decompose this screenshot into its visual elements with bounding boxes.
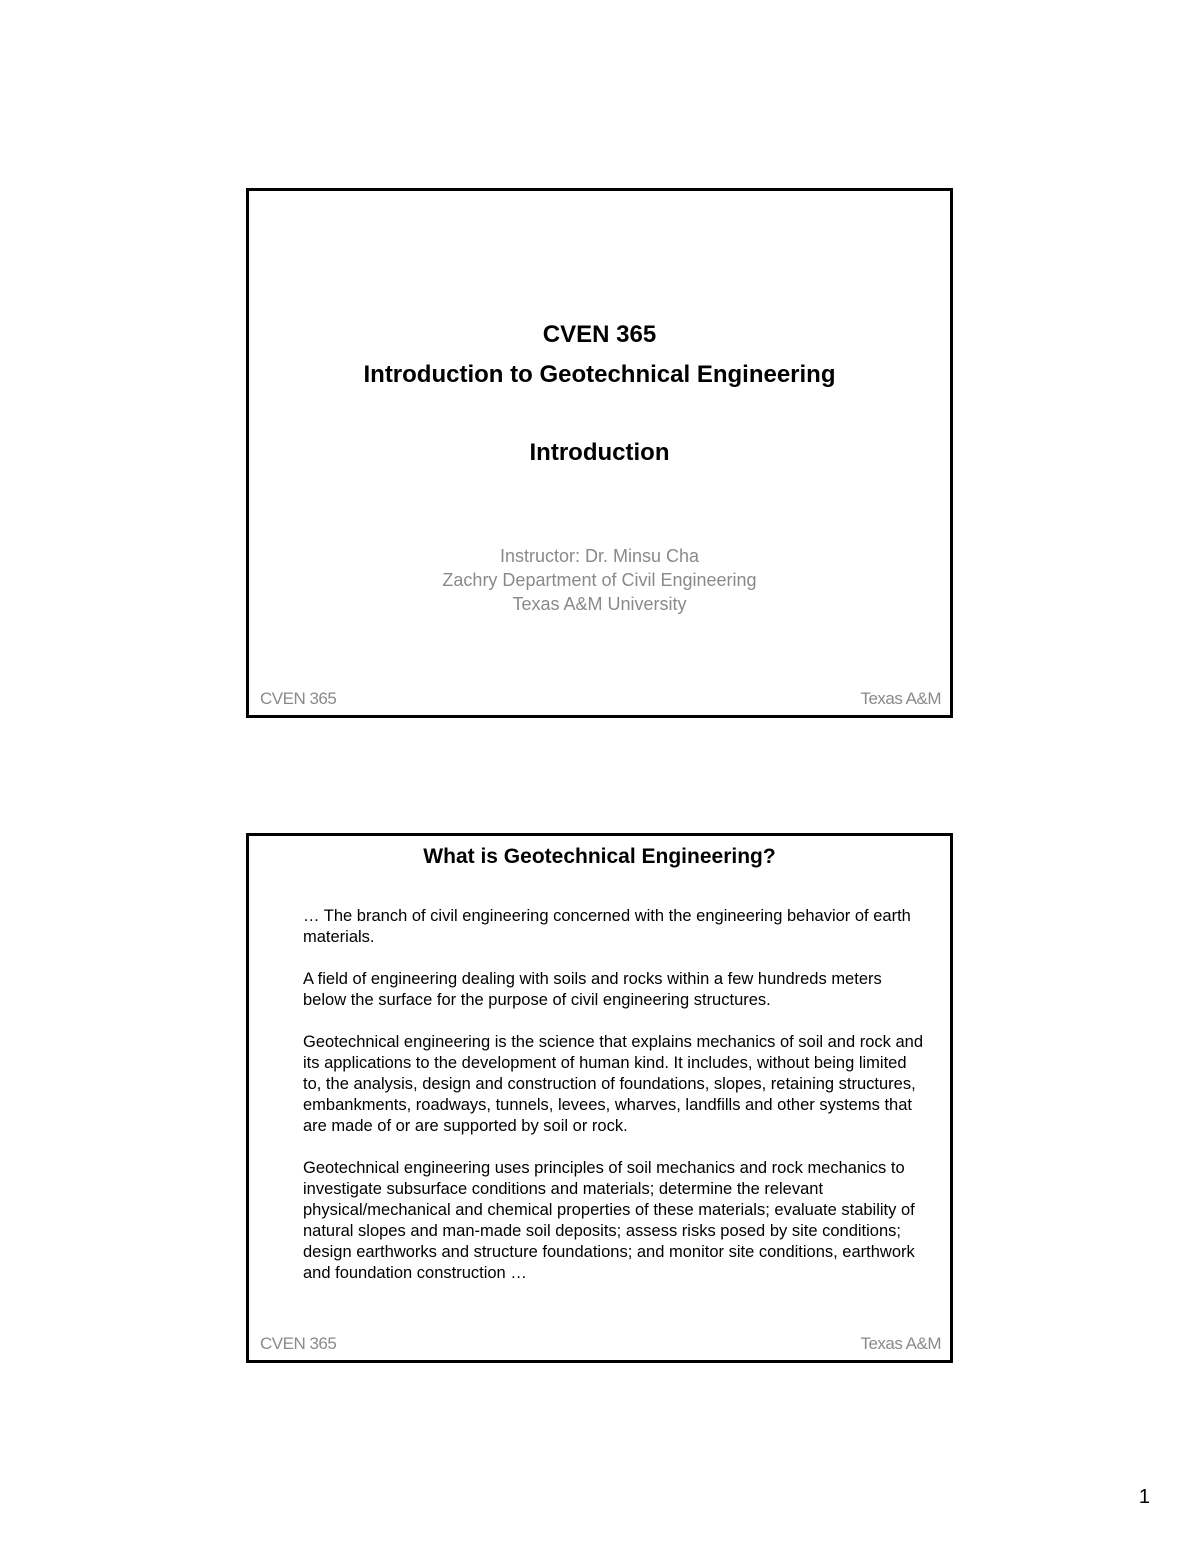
slide2-heading: What is Geotechnical Engineering? bbox=[423, 845, 776, 868]
course-title: Introduction to Geotechnical Engineering bbox=[363, 361, 836, 388]
university-name: Texas A&M University bbox=[512, 594, 687, 614]
page-number: 1 bbox=[1138, 1486, 1150, 1508]
department-name: Zachry Department of Civil Engineering bbox=[442, 570, 757, 590]
slide1-footer-left: CVEN 365 bbox=[260, 689, 337, 708]
course-code: CVEN 365 bbox=[542, 321, 657, 348]
instructor-name: Instructor: Dr. Minsu Cha bbox=[499, 546, 700, 566]
slide2-footer-left: CVEN 365 bbox=[260, 1334, 337, 1353]
slide1-footer-right: Texas A&M bbox=[860, 689, 941, 708]
lecture-title: Introduction bbox=[529, 439, 670, 466]
slide-definition bbox=[246, 833, 953, 1363]
definition-paragraph: Geotechnical engineering is the science that explains mechanics of soil and rock and its applications to the development of human kind. It includes, without being limited to, the analysis, design and construction of foundations, slopes, retaining structures, embankments, roadways, tunnels, levees, wharves, landfills and other systems that are made of or are supported by soil or rock. bbox=[303, 1033, 924, 1135]
definition-paragraph: A field of engineering dealing with soils and rocks within a few hundreds meters below the surface for the purpose of civil engineering structures. bbox=[303, 970, 882, 1009]
title-block bbox=[249, 315, 950, 473]
title-spacer bbox=[249, 395, 950, 433]
slide2-footer-right: Texas A&M bbox=[860, 1334, 941, 1353]
definition-paragraph: … The branch of civil engineering concerned with the engineering behavior of earth materials. bbox=[303, 907, 911, 946]
instructor-block bbox=[249, 544, 950, 616]
slide2-body bbox=[303, 906, 926, 1305]
slide-title bbox=[246, 188, 953, 718]
definition-paragraph: Geotechnical engineering uses principles of soil mechanics and rock mechanics to investigate subsurface conditions and materials; determine the relevant physical/mechanical and chemical properties of these materials; evaluate stability of natural slopes and man-made soil deposits; assess risks posed by site conditions; design earthworks and structure foundations; and monitor site conditions, earthwork and foundation construction … bbox=[303, 1159, 915, 1282]
